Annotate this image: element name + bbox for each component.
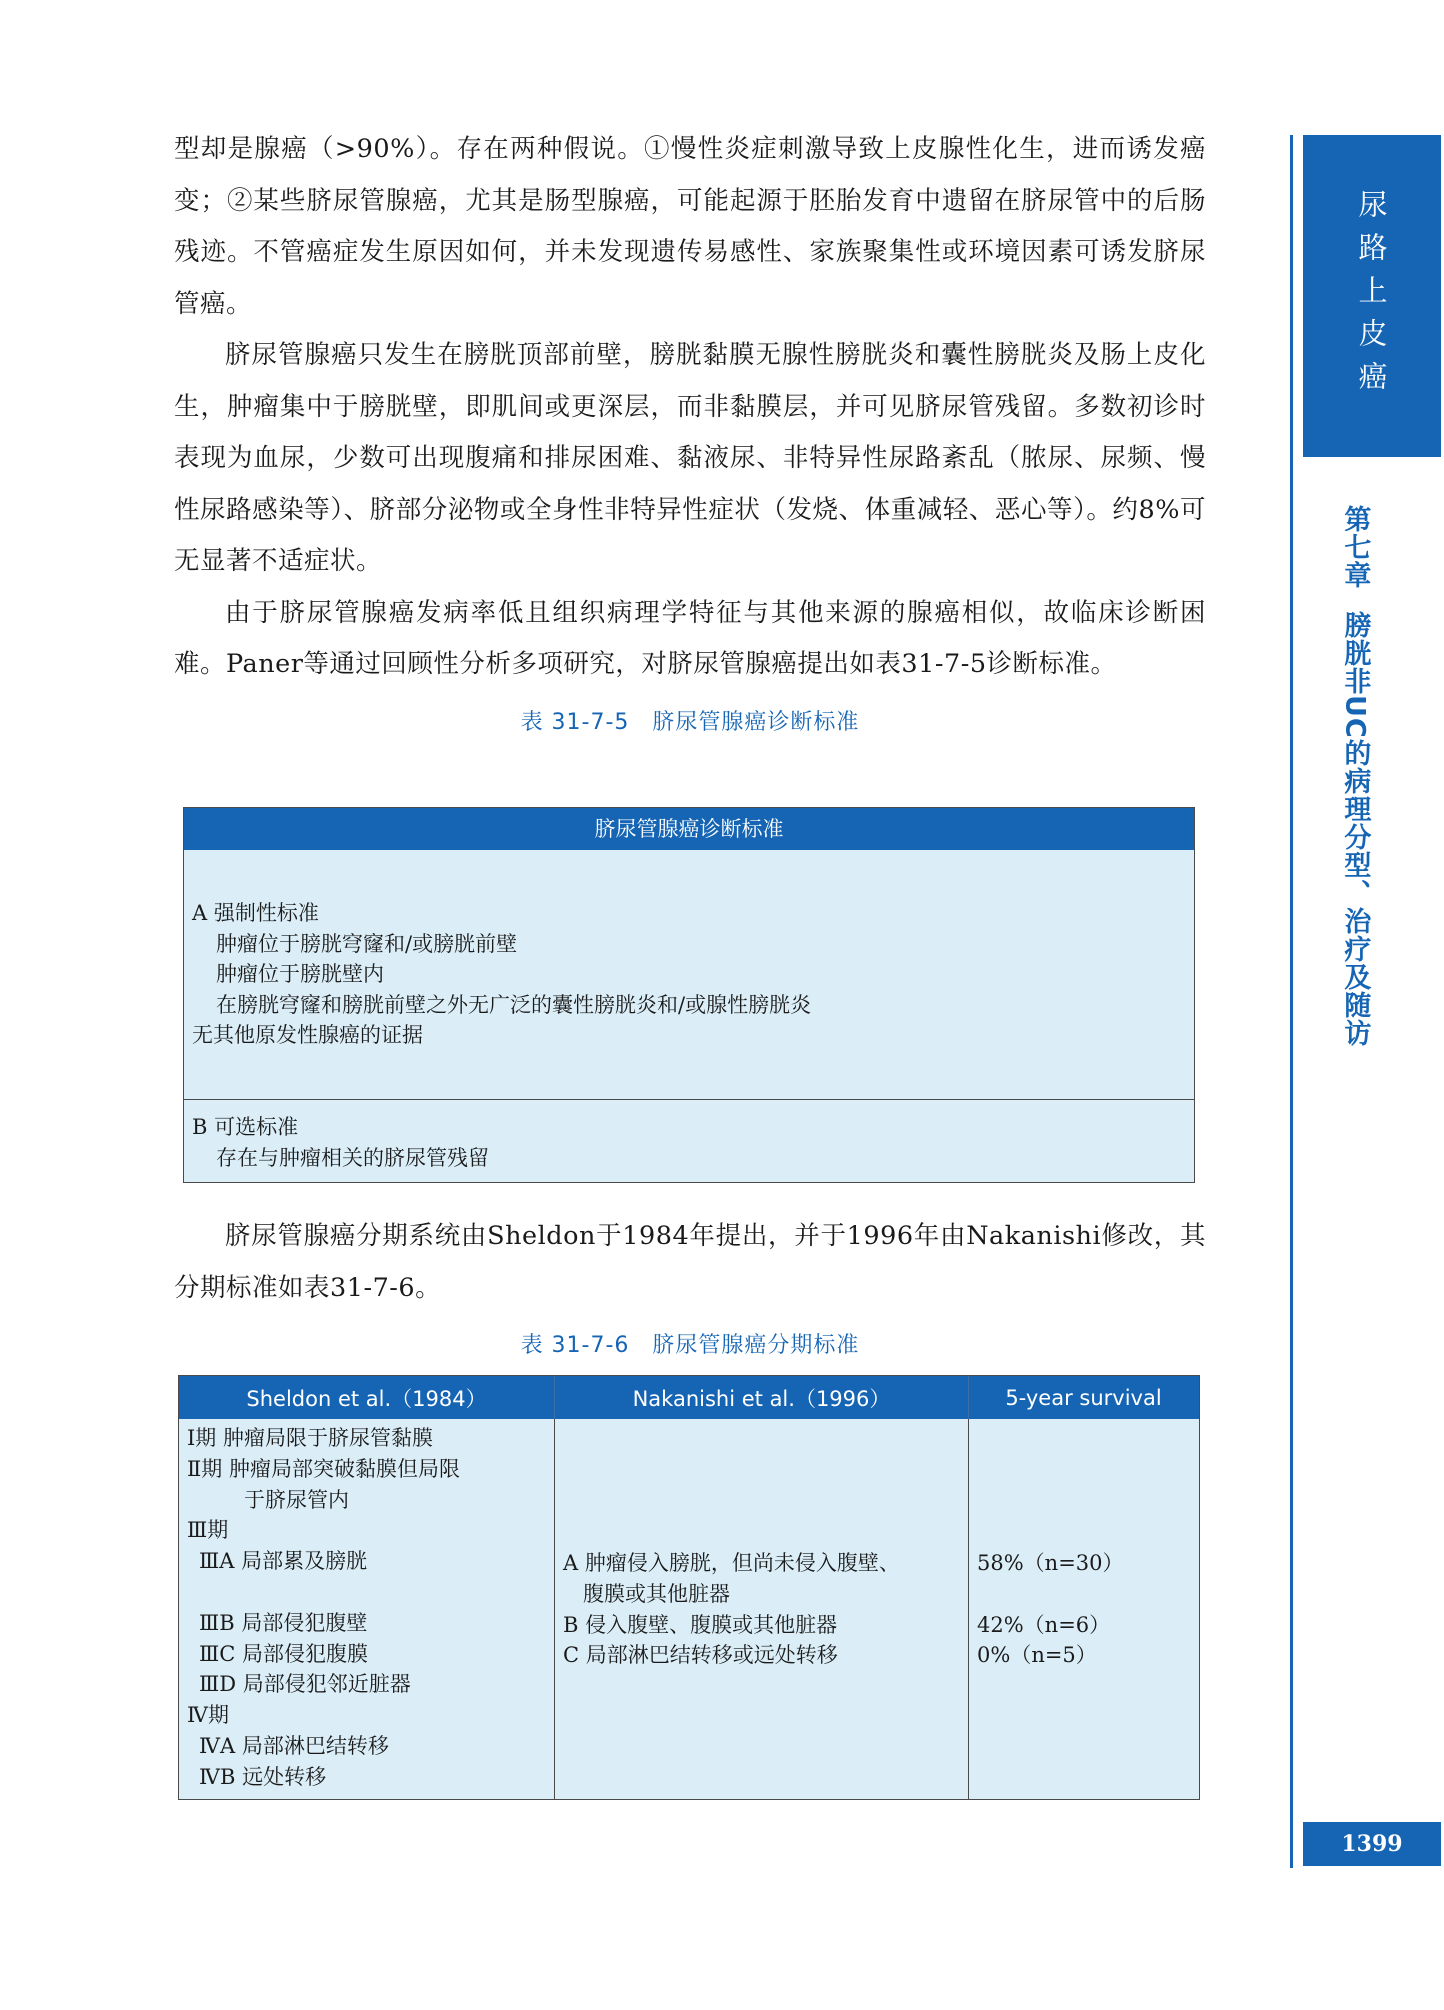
survival-value: 42%（n=6） (977, 1612, 1111, 1637)
survival-column (969, 1419, 1198, 1799)
stage-row: Ⅱ期 肿瘤局部突破黏膜但局限 (187, 1456, 460, 1481)
table-2-body (179, 1419, 1199, 1799)
criteria-item-last: 无其他原发性腺癌的证据 (192, 1023, 423, 1047)
page-number: 1399 (1303, 1822, 1441, 1866)
stage-row: ⅢB 局部侵犯腹壁 (199, 1610, 368, 1635)
nakanishi-column (555, 1419, 969, 1799)
section-tab-label: 尿路上皮癌 (1354, 188, 1389, 404)
chapter-title-part-1: 膀胱非 (1339, 611, 1371, 695)
stage-row: 于脐尿管内 (244, 1487, 349, 1512)
criteria-item: 在膀胱穹窿和膀胱前壁之外无广泛的囊性膀胱炎和/或腺性膀胱炎 (216, 992, 812, 1017)
table-2-header-row (179, 1376, 1199, 1419)
diagnostic-criteria-table (183, 807, 1195, 1183)
stage-row: 腹膜或其他脏器 (583, 1581, 730, 1606)
survival-value: 0%（n=5） (977, 1643, 1097, 1668)
stage-row: ⅣB 远处转移 (199, 1764, 327, 1789)
table-2-caption: 表 31-7-6 脐尿管腺癌分期标准 (520, 1333, 860, 1358)
chapter-title-uc: UC (1339, 695, 1371, 739)
side-divider-line (1290, 135, 1293, 1868)
stage-row: A 肿瘤侵入膀胱，但尚未侵入腹壁、 (563, 1551, 900, 1575)
spacer (977, 1579, 1190, 1610)
chapter-prefix: 第七章 (1339, 505, 1371, 589)
main-content (174, 124, 1206, 736)
criteria-item: 肿瘤位于膀胱壁内 (216, 962, 384, 986)
table-1-caption: 表 31-7-5 脐尿管腺癌诊断标准 (520, 709, 860, 735)
criteria-item: 存在与肿瘤相关的脐尿管残留 (216, 1146, 489, 1170)
table-1-header: 脐尿管腺癌诊断标准 (184, 808, 1194, 850)
stage-row: ⅢD 局部侵犯邻近脏器 (199, 1672, 411, 1697)
chapter-title (1339, 505, 1371, 1065)
header-nakanishi: Nakanishi et al.（1996） (555, 1376, 969, 1419)
stage-row: ⅣA 局部淋巴结转移 (199, 1733, 389, 1758)
sheldon-column (179, 1419, 555, 1799)
stage-row: C 局部淋巴结转移或远处转移 (563, 1643, 838, 1668)
stage-row: Ⅲ期 (187, 1518, 229, 1543)
stage-row: ⅢC 局部侵犯腹膜 (199, 1641, 368, 1666)
main-content-lower (174, 1211, 1206, 1359)
stage-row: B 侵入腹壁、腹膜或其他脏器 (563, 1612, 838, 1637)
survival-value: 58%（n=30） (977, 1551, 1124, 1575)
mandatory-criteria-title: A 强制性标准 (192, 901, 319, 925)
header-sheldon: Sheldon et al.（1984） (179, 1376, 555, 1419)
stage-row: Ⅳ期 (187, 1703, 229, 1728)
spacer (187, 1577, 546, 1608)
paragraph-2: 脐尿管腺癌只发生在膀胱顶部前壁，膀胱黏膜无腺性膀胱炎和囊性膀胱炎及肠上皮化生，肿瘤集中于膀胱壁，即肌间或更深层，而非黏膜层，并可见脐尿管残留。多数初诊时表现为血尿，少数可出现腹痛和排尿困难、黏液尿、非特异性尿路紊乱（脓尿、尿频、慢性尿路感染等）、脐部分泌物或全身性非特异性症状（发烧、体重减轻、恶心等）。约8%可无显著不适症状。 (174, 340, 1206, 576)
paragraph-1: 型却是腺癌（>90%）。存在两种假说。①慢性炎症刺激导致上皮腺性化生，进而诱发癌变；②某些脐尿管腺癌，尤其是肠型腺癌，可能起源于胚胎发育中遗留在脐尿管中的后肠残迹。不管癌症发生原因如何，并未发现遗传易感性、家族聚集性或环境因素可诱发脐尿管癌。 (174, 134, 1206, 319)
header-survival: 5-year survival (1005, 1385, 1162, 1410)
criteria-item: 肿瘤位于膀胱穹窿和/或膀胱前壁 (216, 931, 518, 956)
section-tab (1303, 135, 1441, 457)
optional-criteria-title: B 可选标准 (192, 1115, 299, 1139)
staging-table (178, 1375, 1200, 1800)
chapter-title-part-2: 的病理分型、治疗及随访 (1339, 738, 1371, 1047)
paragraph-3: 由于脐尿管腺癌发病率低且组织病理学特征与其他来源的腺癌相似，故临床诊断困难。Paner等通过回顾性分析多项研究，对脐尿管腺癌提出如表31-7-5诊断标准。 (174, 597, 1206, 679)
paragraph-4: 脐尿管腺癌分期系统由Sheldon于1984年提出，并于1996年由Nakanishi修改，其分期标准如表31-7-6。 (174, 1221, 1206, 1303)
optional-criteria-section (184, 1100, 1194, 1182)
stage-row: ⅢA 局部累及膀胱 (199, 1549, 368, 1574)
stage-row: Ⅰ期 肿瘤局限于脐尿管黏膜 (187, 1426, 433, 1450)
mandatory-criteria-section (184, 850, 1194, 1100)
